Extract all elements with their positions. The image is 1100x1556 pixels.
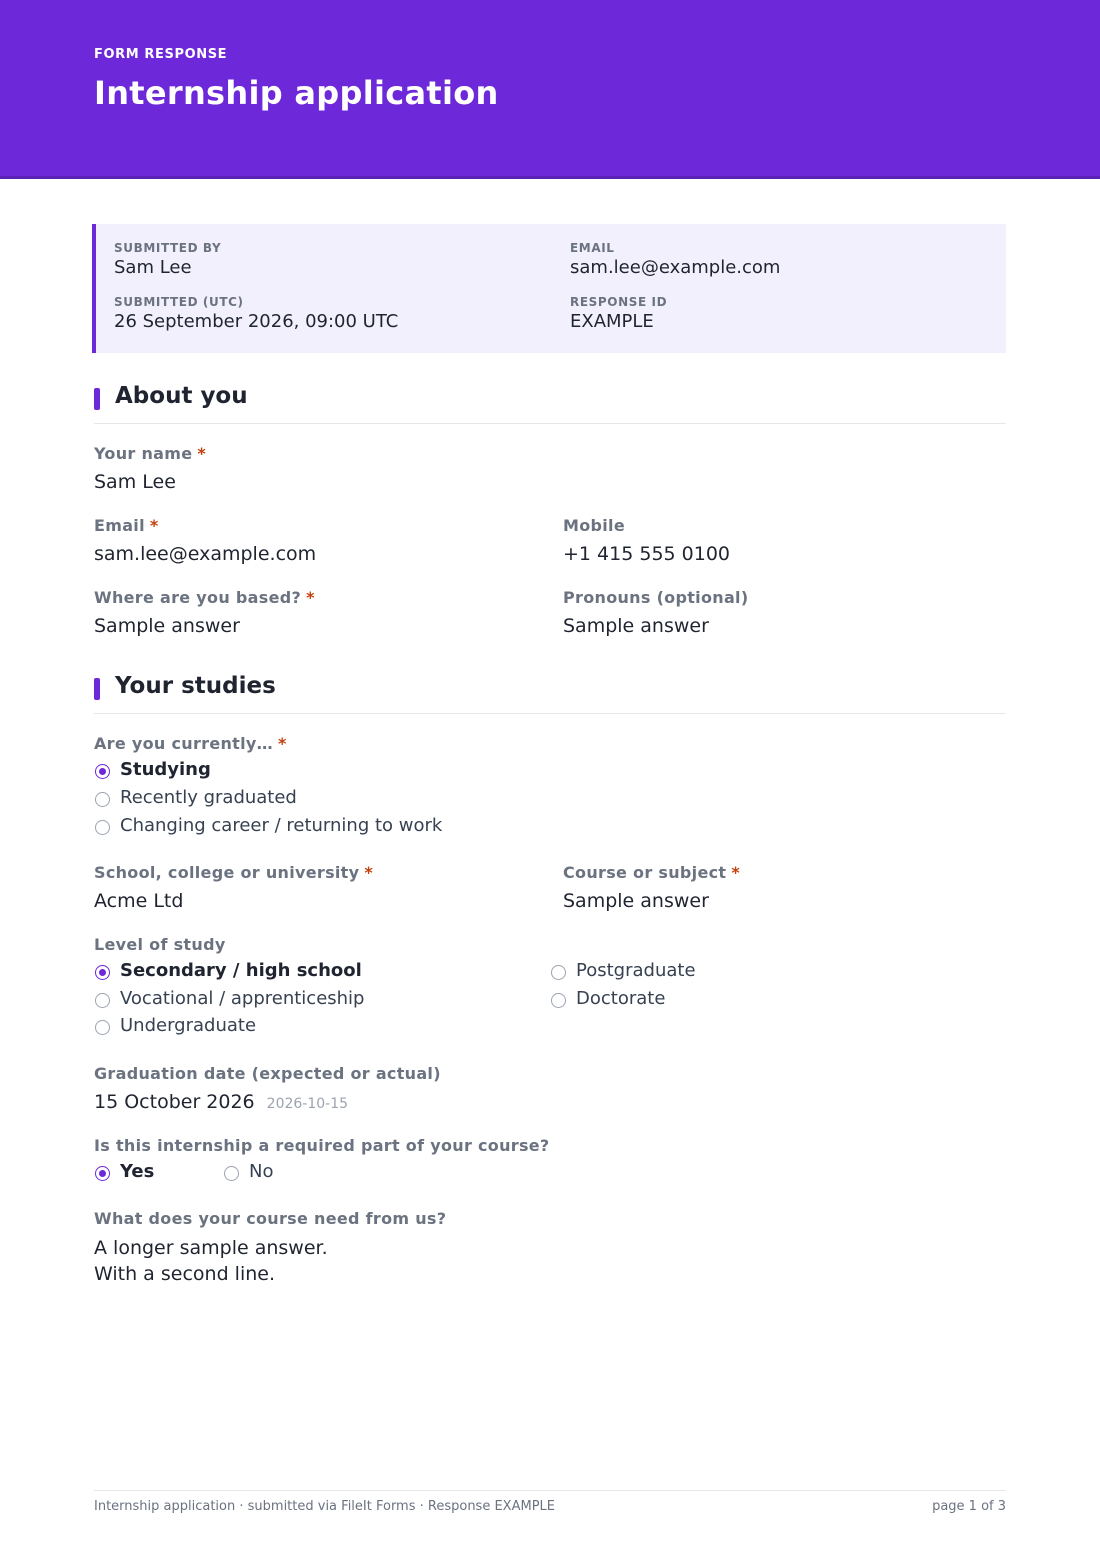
field-course-needs [94, 1209, 446, 1287]
meta-response-id-value: EXAMPLE [570, 311, 654, 332]
field-label: Graduation date (expected or actual) [94, 1064, 441, 1083]
meta-submitted-by-value: Sam Lee [114, 257, 192, 278]
radio-unselected-icon [95, 993, 110, 1008]
field-label: Is this internship a required part of your course? [94, 1136, 550, 1155]
field-value: A longer sample answer. With a second line. [94, 1237, 328, 1285]
radio-option-label: No [249, 1161, 274, 1182]
radio-option-label: Vocational / apprenticeship [120, 988, 365, 1009]
field-value: 15 October 2026 [94, 1091, 255, 1113]
field-location [94, 588, 315, 637]
field-value: Sample answer [563, 615, 709, 637]
meta-response-id [570, 295, 667, 332]
section-title: About you [115, 383, 248, 409]
field-label: Mobile [563, 516, 625, 535]
submission-meta-panel [92, 224, 1006, 353]
field-level-of-study [94, 935, 226, 954]
field-label: Are you currently… [94, 734, 273, 753]
radio-option-label: Postgraduate [576, 960, 696, 981]
field-pronouns [563, 588, 748, 637]
page-title: Internship application [94, 74, 499, 112]
meta-email-label: EMAIL [570, 241, 615, 255]
section-about-you [94, 383, 1006, 424]
radio-option-label: Secondary / high school [120, 960, 362, 981]
field-label: Email [94, 516, 145, 535]
field-mobile [563, 516, 730, 565]
radio-option-label: Undergraduate [120, 1015, 257, 1036]
radio-selected-icon [95, 1166, 110, 1181]
required-marker: * [731, 863, 741, 882]
meta-email-value: sam.lee@example.com [570, 257, 781, 278]
field-value: Sample answer [563, 890, 709, 912]
field-value: sam.lee@example.com [94, 543, 317, 565]
required-marker: * [364, 863, 374, 882]
radio-unselected-icon [224, 1166, 239, 1181]
radio-option-label: Studying [120, 759, 211, 780]
radio-unselected-icon [551, 965, 566, 980]
meta-submitted-time-value: 26 September 2026, 09:00 UTC [114, 311, 399, 332]
required-marker: * [277, 734, 287, 753]
required-marker: * [149, 516, 159, 535]
field-school [94, 863, 373, 912]
field-label: School, college or university [94, 863, 360, 882]
field-email [94, 516, 316, 565]
section-title: Your studies [115, 673, 276, 699]
required-marker: * [197, 444, 207, 463]
iso-date: 2026-10-15 [266, 1096, 349, 1112]
field-label: Level of study [94, 935, 226, 954]
field-value: Acme Ltd [94, 890, 184, 912]
field-course [563, 863, 740, 912]
radio-option-label: Doctorate [576, 988, 666, 1009]
radio-unselected-icon [95, 1020, 110, 1035]
field-your-name [94, 444, 206, 493]
meta-submitted-by [114, 241, 221, 278]
form-header [0, 0, 1100, 179]
footer-left-text: Internship application · submitted via FileIt Forms · Response EXAMPLE [94, 1499, 555, 1514]
radio-unselected-icon [95, 820, 110, 835]
meta-email [570, 241, 780, 278]
section-accent-bar [94, 678, 100, 700]
field-graduation-date [94, 1064, 441, 1113]
meta-submitted-time [114, 295, 398, 332]
meta-response-id-label: RESPONSE ID [570, 295, 668, 309]
field-label: Pronouns (optional) [563, 588, 749, 607]
page-number: page 1 of 3 [932, 1499, 1006, 1514]
radio-option-label: Yes [120, 1161, 155, 1182]
field-label: Where are you based? [94, 588, 302, 607]
section-accent-bar [94, 388, 100, 410]
radio-option-label: Recently graduated [120, 787, 297, 808]
meta-submitted-by-label: SUBMITTED BY [114, 241, 222, 255]
field-label: Course or subject [563, 863, 727, 882]
radio-option-label: Changing career / returning to work [120, 815, 443, 836]
radio-unselected-icon [551, 993, 566, 1008]
field-internship-required [94, 1136, 550, 1155]
field-value: Sam Lee [94, 471, 176, 493]
header-kicker: FORM RESPONSE [94, 47, 228, 62]
page-footer [94, 1490, 1006, 1514]
field-current-status [94, 734, 287, 753]
field-value: +1 415 555 0100 [563, 543, 731, 565]
field-value: Sample answer [94, 615, 240, 637]
field-label: Your name [94, 444, 193, 463]
section-your-studies [94, 673, 1006, 714]
radio-unselected-icon [95, 792, 110, 807]
meta-submitted-time-label: SUBMITTED (UTC) [114, 295, 244, 309]
radio-selected-icon [95, 965, 110, 980]
field-label: What does your course need from us? [94, 1209, 447, 1228]
required-marker: * [306, 588, 315, 607]
radio-selected-icon [95, 764, 110, 779]
